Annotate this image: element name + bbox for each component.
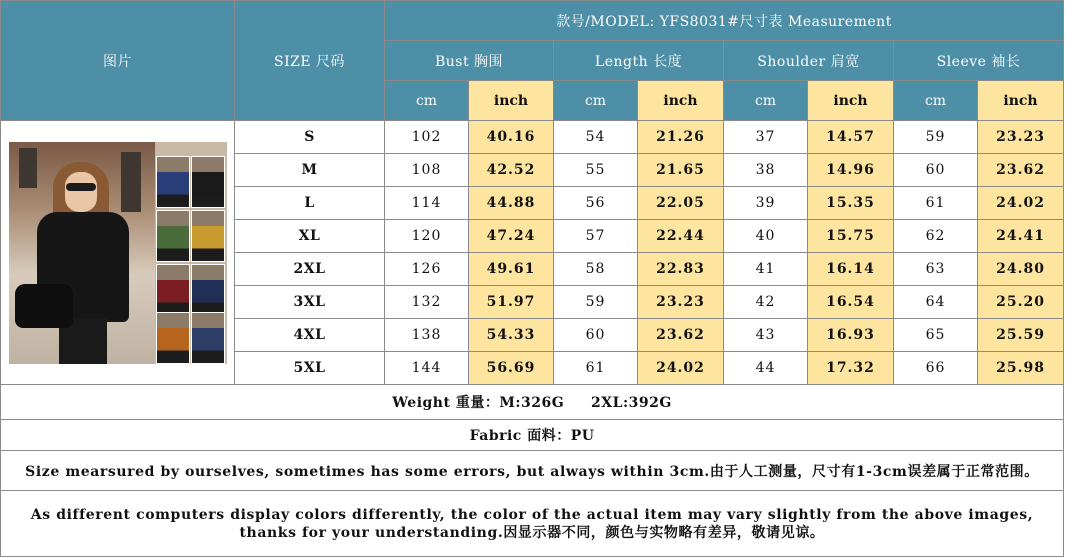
bust-cm-cell: 144 [385, 352, 469, 385]
bust-inch-cell: 49.61 [469, 253, 554, 286]
sleeve-inch-cell: 23.23 [978, 121, 1064, 154]
table-row [1, 121, 1064, 154]
shoulder-cm-cell: 44 [724, 352, 808, 385]
color-thumbnail [156, 264, 190, 316]
sleeve-cm-cell: 62 [894, 220, 978, 253]
length-cm-cell: 61 [554, 352, 638, 385]
shoulder-cm-cell: 43 [724, 319, 808, 352]
shoulder-inch-cell: 17.32 [808, 352, 894, 385]
sleeve-inch-cell: 25.59 [978, 319, 1064, 352]
bust-inch-cell: 44.88 [469, 187, 554, 220]
length-inch-cell: 22.83 [638, 253, 724, 286]
size-cell: L [235, 187, 385, 220]
unit-cm-shoulder: cm [724, 81, 808, 121]
shoulder-inch-cell: 16.54 [808, 286, 894, 319]
shoulder-cm-cell: 40 [724, 220, 808, 253]
length-cm-cell: 54 [554, 121, 638, 154]
shoulder-cm-cell: 38 [724, 154, 808, 187]
length-inch-cell: 21.26 [638, 121, 724, 154]
color-thumbnail [191, 264, 225, 316]
sleeve-cm-cell: 59 [894, 121, 978, 154]
unit-inch-length: inch [638, 81, 724, 121]
sleeve-cm-cell: 60 [894, 154, 978, 187]
measurement-note: Size mearsured by ourselves, sometimes has some errors, but always within 3cm.由于人工测量，尺寸有1-3cm误差属于正常范围。 [1, 451, 1064, 491]
sleeve-cm-cell: 61 [894, 187, 978, 220]
bust-cm-cell: 138 [385, 319, 469, 352]
sleeve-inch-cell: 25.98 [978, 352, 1064, 385]
unit-inch-sleeve: inch [978, 81, 1064, 121]
sleeve-cm-cell: 64 [894, 286, 978, 319]
weight-row: Weight 重量：M:326G 2XL:392G [1, 385, 1064, 420]
color-thumbnail [156, 156, 190, 208]
size-header: SIZE 尺码 [235, 1, 385, 121]
length-inch-cell: 22.44 [638, 220, 724, 253]
color-thumbnail [191, 312, 225, 364]
bust-inch-cell: 40.16 [469, 121, 554, 154]
photo-window [121, 152, 141, 212]
size-cell: 5XL [235, 352, 385, 385]
bust-header: Bust 胸围 [385, 41, 554, 81]
length-header: Length 长度 [554, 41, 724, 81]
handbag [15, 284, 73, 328]
length-inch-cell: 23.62 [638, 319, 724, 352]
size-cell: 2XL [235, 253, 385, 286]
bust-inch-cell: 42.52 [469, 154, 554, 187]
unit-cm-bust: cm [385, 81, 469, 121]
sleeve-inch-cell: 24.41 [978, 220, 1064, 253]
sleeve-header: Sleeve 袖长 [894, 41, 1064, 81]
bust-cm-cell: 102 [385, 121, 469, 154]
length-inch-cell: 23.23 [638, 286, 724, 319]
length-inch-cell: 22.05 [638, 187, 724, 220]
length-cm-cell: 59 [554, 286, 638, 319]
bust-cm-cell: 114 [385, 187, 469, 220]
color-thumbnail [156, 210, 190, 262]
model-face [65, 172, 97, 212]
bust-cm-cell: 120 [385, 220, 469, 253]
length-cm-cell: 56 [554, 187, 638, 220]
size-cell: 3XL [235, 286, 385, 319]
bust-inch-cell: 54.33 [469, 319, 554, 352]
sleeve-inch-cell: 25.20 [978, 286, 1064, 319]
shoulder-cm-cell: 39 [724, 187, 808, 220]
color-thumbnail [191, 210, 225, 262]
bust-inch-cell: 56.69 [469, 352, 554, 385]
shoulder-cm-cell: 41 [724, 253, 808, 286]
model-title: 款号/MODEL: YFS8031#尺寸表 Measurement [385, 1, 1064, 41]
sleeve-inch-cell: 23.62 [978, 154, 1064, 187]
product-photo [9, 142, 227, 364]
unit-inch-shoulder: inch [808, 81, 894, 121]
length-cm-cell: 60 [554, 319, 638, 352]
size-cell: XL [235, 220, 385, 253]
sleeve-inch-cell: 24.80 [978, 253, 1064, 286]
length-cm-cell: 57 [554, 220, 638, 253]
fabric-row: Fabric 面料：PU [1, 420, 1064, 451]
unit-inch-bust: inch [469, 81, 554, 121]
color-thumbnail [191, 156, 225, 208]
bust-cm-cell: 108 [385, 154, 469, 187]
bust-cm-cell: 126 [385, 253, 469, 286]
bust-cm-cell: 132 [385, 286, 469, 319]
sleeve-cm-cell: 65 [894, 319, 978, 352]
photo-header: 图片 [1, 1, 235, 121]
shoulder-header: Shoulder 肩宽 [724, 41, 894, 81]
product-photo-cell [1, 121, 235, 385]
length-cm-cell: 58 [554, 253, 638, 286]
shoulder-cm-cell: 42 [724, 286, 808, 319]
shoulder-inch-cell: 15.35 [808, 187, 894, 220]
sunglasses [66, 183, 96, 191]
photo-window [19, 148, 37, 188]
shoulder-inch-cell: 15.75 [808, 220, 894, 253]
shoulder-inch-cell: 14.96 [808, 154, 894, 187]
length-cm-cell: 55 [554, 154, 638, 187]
color-disclaimer: As different computers display colors differently, the color of the actual item may vary slightly from the above images, thanks for your understanding.因显示器不同，颜色与实物略有差异，敬请见谅。 [1, 491, 1064, 557]
shoulder-cm-cell: 37 [724, 121, 808, 154]
bust-inch-cell: 47.24 [469, 220, 554, 253]
length-inch-cell: 24.02 [638, 352, 724, 385]
sleeve-inch-cell: 24.02 [978, 187, 1064, 220]
size-cell: 4XL [235, 319, 385, 352]
size-cell: S [235, 121, 385, 154]
unit-cm-length: cm [554, 81, 638, 121]
color-thumbnail [156, 312, 190, 364]
bust-inch-cell: 51.97 [469, 286, 554, 319]
shoulder-inch-cell: 16.93 [808, 319, 894, 352]
length-inch-cell: 21.65 [638, 154, 724, 187]
shoulder-inch-cell: 14.57 [808, 121, 894, 154]
size-cell: M [235, 154, 385, 187]
sleeve-cm-cell: 63 [894, 253, 978, 286]
shoulder-inch-cell: 16.14 [808, 253, 894, 286]
sleeve-cm-cell: 66 [894, 352, 978, 385]
unit-cm-sleeve: cm [894, 81, 978, 121]
